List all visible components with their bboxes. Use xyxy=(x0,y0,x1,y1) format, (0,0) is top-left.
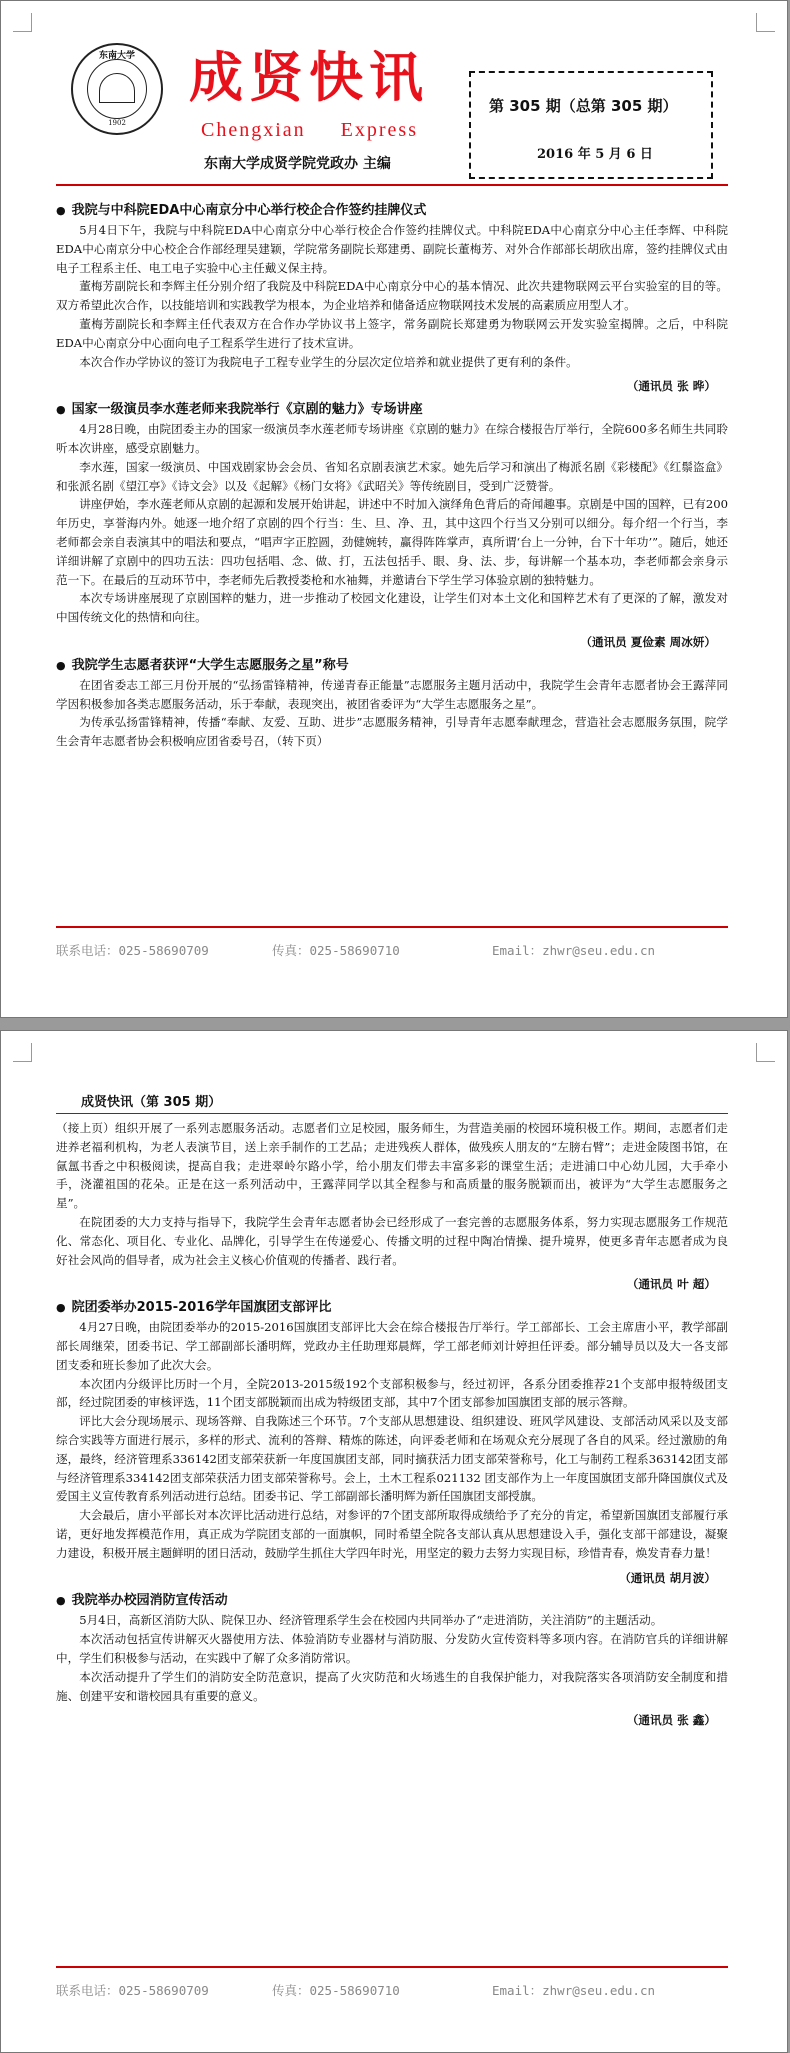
footer-rule xyxy=(56,926,728,928)
masthead-title: 成贤快讯 xyxy=(189,46,429,109)
article-heading: ● 国家一级演员李水莲老师来我院举行《京剧的魅力》专场讲座 xyxy=(56,400,728,420)
paragraph: 李水莲，国家一级演员、中国戏剧家协会会员、省知名京剧表演艺术家。她先后学习和演出了梅派名剧《彩楼配》《红鬃盗盒》和张派名剧《望江亭》《诗文会》以及《起解》《杨门女将》《武昭关》等传统剧目，受到广泛赞誉。 xyxy=(56,459,728,493)
footer-email: Email：zhwr@seu.edu.cn xyxy=(492,1983,656,1998)
footer-email: Email：zhwr@seu.edu.cn xyxy=(492,943,656,958)
header-rule xyxy=(56,184,728,186)
paragraph: 在院团委的大力支持与指导下，我院学生会青年志愿者协会已经形成了一套完善的志愿服务体系，努力实现志愿服务工作规范化、常态化、项目化、专业化、品牌化，引导学生在传递爱心、传播文明的过程中陶冶情操、提升境界，使更多青年志愿者成为良好社会风尚的倡导者，成为社会主义核心价值观的传播者、践行者。 xyxy=(56,1214,728,1267)
paragraph: 4月28日晚，由院团委主办的国家一级演员李水莲老师专场讲座《京剧的魅力》在综合楼报告厅举行，全院600多名师生共同聆听本次讲座，感受京剧魅力。 xyxy=(56,422,728,455)
paragraph: 本次活动包括宣传讲解灭火器使用方法、体验消防专业器材与消防服、分发防火宣传资料等多项内容。在消防官兵的详细讲解中，学生们积极参与活动，在实践中了解了众多消防常识。 xyxy=(56,1632,728,1665)
crop-mark xyxy=(13,13,32,32)
paragraph: 本次合作办学协议的签订为我院电子工程专业学生的分层次定位培养和就业提供了更有利的条件。 xyxy=(79,354,578,369)
issue-date: 2016 年 5 月 6 日 xyxy=(537,147,653,162)
masthead-english: Chengxian Express xyxy=(201,119,418,141)
paragraph: 5月4日下午，我院与中科院EDA中心南京分中心举行校企合作签约挂牌仪式。中科院EDA中心南京分中心主任李辉、中科院EDA中心南京分中心校企合作部经理吴建颖，学院常务副院长郑建勇、副院长董梅芳、对外合作部部长胡欣出席，签约挂牌仪式由电子工程系主任、电工电子实验中心主任戴义保主持。 xyxy=(56,223,728,275)
issue-number: 第 305 期（总第 305 期） xyxy=(489,97,678,115)
seal-year: 1902 xyxy=(108,119,126,127)
article-continuation xyxy=(56,1119,728,1294)
paragraph: 在团省委志工部三月份开展的“弘扬雷锋精神，传递青春正能量”志愿服务主题月活动中，我院学生会青年志愿者协会王露萍同学因积极参加各类志愿服务活动，乐于奉献，表现突出，被团省委评为“大学生志愿服务之星”。 xyxy=(56,677,728,711)
page-1 xyxy=(0,0,788,1018)
article-heading: ● 院团委举办2015-2016学年国旗团支部评比 xyxy=(56,1298,728,1318)
page-2-content xyxy=(56,1119,728,1732)
paragraph: （接上页）组织开展了一系列志愿服务活动。志愿者们立足校园，服务师生，为营造美丽的校园环境积极工作。期间，志愿者们走进养老福利机构，为老人表演节目，送上亲手制作的工艺品；走进残疾人群体，做残疾人朋友的“左膀右臂”；走进金陵图书馆，在氤氲书香之中积极阅读，提高自我；走进翠岭尔路小学，给小朋友们带去丰富多彩的课堂生活；走进浦口中心幼儿园，大手牵小手，浇灌祖国的花朵。正是在这一系列活动中，王露萍同学以其全程参与和高质量的服务脱颖而出，被评为“大学生志愿服务之星”。 xyxy=(56,1121,728,1211)
footer-phone: 联系电话：025-58690709 xyxy=(56,1983,209,1998)
article xyxy=(56,201,728,396)
crop-mark xyxy=(13,1043,32,1062)
paragraph: 本次专场讲座展现了京剧国粹的魅力，进一步推动了校园文化建设，让学生们对本土文化和国粹艺术有了更深的了解，激发对中国传统文化的热情和向往。 xyxy=(56,591,728,625)
reporter-signature: （通讯员 叶 超） xyxy=(626,1277,716,1292)
header-rule xyxy=(56,1113,728,1114)
crop-mark xyxy=(756,13,775,32)
running-header: 成贤快讯（第 305 期） xyxy=(81,1095,222,1110)
seal-text: 东南大学 xyxy=(98,51,135,61)
footer-contact xyxy=(56,1981,726,1999)
footer-contact xyxy=(56,941,726,959)
footer-fax: 传真：025-58690710 xyxy=(272,1983,400,1998)
footer-phone: 联系电话：025-58690709 xyxy=(56,943,209,958)
university-seal-logo xyxy=(71,43,163,135)
article xyxy=(56,1591,728,1730)
page-2 xyxy=(0,1030,788,2053)
footer-fax: 传真：025-58690710 xyxy=(272,943,400,958)
article-heading: ● 我院学生志愿者获评“大学生志愿服务之星”称号 xyxy=(56,656,728,676)
paragraph: 董梅芳副院长和李辉主任代表双方在合作办学协议书上签字，常务副院长郑建勇为物联网云开发实验室揭牌。之后，中科院EDA中心南京分中心面向电子工程系学生进行了技术宣讲。 xyxy=(56,316,728,350)
paragraph: 评比大会分现场展示、现场答辩、自我陈述三个环节。7个支部从思想建设、组织建设、班风学风建设、支部活动风采以及支部综合实践等方面进行展示，多样的形式、流利的答辩、精炼的陈述，向评委老师和在场观众充分展现了各自的风采。经过激励的角逐，最终，经济管理系336142团支部荣获新一年度国旗团支部，同时摘获活力团支部荣誉称号，化工与制药工程系363142团支部与经济管理系334142团支部荣获活力团支部荣誉称号。会上，土木工程系021132 团支部作为上一年度国旗团支部升降国旗仪式及爱国主义宣传教育系列活动进行总结。团委书记、学工部副部长潘明辉为新任国旗团支部授旗。 xyxy=(56,1414,728,1504)
paragraph: 4月27日晚，由院团委举办的2015-2016国旗团支部评比大会在综合楼报告厅举行。学工部部长、工会主席唐小平，教学部副部长周继荣，团委书记、学工部副部长潘明辉，党政办主任助理郑晨辉，学工部老师刘计婷担任评委。部分辅导员以及大一各支部团支委和班长参加了此次大会。 xyxy=(56,1320,728,1372)
paragraph: 5月4日，高新区消防大队、院保卫办、经济管理系学生会在校园内共同举办了“走进消防，关注消防”的主题活动。 xyxy=(79,1613,663,1628)
article-heading: ● 我院举办校园消防宣传活动 xyxy=(56,1591,728,1611)
paragraph: 讲座伊始，李水莲老师从京剧的起源和发展开始讲起，讲述中不时加入演绎角色背后的奇闻趣事。京剧是中国的国粹，已有200年历史，享誉海内外。她逐一地介绍了京剧的四个行当：生、旦、净、丑，其中这四个行当又分别可以细分。每介绍一个行当，李老师都会亲自表演其中的唱法和要点，“唱声字正腔圆，劲健婉转，赢得阵阵掌声，真所谓‘台上一分钟，台下十年功’”。随后，她还详细讲解了京剧中的四功五法：四功包括唱、念、做、打，五法包括手、眼、身、法、步，每讲解一个基本功，李老师都会亲身示范一下。在最后的互动环节中，李老师先后教授娄枪和水袖舞，并邀请台下学生学习体验京剧的独特魅力。 xyxy=(56,497,728,587)
article xyxy=(56,400,728,652)
paragraph: 大会最后，唐小平部长对本次评比活动进行总结，对参评的7个团支部所取得成绩给予了充分的肯定，希望新国旗团支部履行承诺，更好地发挥模范作用，真正成为学院团支部的一面旗帜，同时希望全院各支部认真从思想建设入手，强化支部干部建设，凝聚力建设，积极开展主题鲜明的团日活动，鼓励学生抓住大学四年时光，用坚定的毅力去努力实现目标，珍惜青春，焕发青春力量！ xyxy=(56,1508,728,1560)
reporter-signature: （通讯员 胡月波） xyxy=(619,1570,716,1585)
paragraph: 为传承弘扬雷锋精神，传播“奉献、友爱、互助、进步”志愿服务精神，引导青年志愿奉献理念，营造社会志愿服务氛围，院学生会青年志愿者协会积极响应团省委号召，（转下页） xyxy=(56,715,728,749)
article-heading: ● 我院与中科院EDA中心南京分中心举行校企合作签约挂牌仪式 xyxy=(56,201,728,221)
crop-mark xyxy=(756,1043,775,1062)
article xyxy=(56,656,728,751)
paragraph: 本次团内分级评比历时一个月，全院2013-2015级192个支部积极参与，经过初评，各系分团委推荐21个支部申报特级团支部，经过院团委的审核评选，11个团支部脱颖而出成为特级团支部，其中7个团支部参加国旗团支部的展示答辩。 xyxy=(56,1376,728,1410)
article xyxy=(56,1298,728,1587)
paragraph: 董梅芳副院长和李辉主任分别介绍了我院及中科院EDA中心南京分中心的基本情况、此次共建物联网云平台实验室的目的等。双方希望此次合作，以技能培训和实践教学为根本，为企业培养和储备适应物联网技术发展的高素质应用型人才。 xyxy=(56,279,728,313)
reporter-signature: （通讯员 夏俭素 周冰妍） xyxy=(580,634,716,649)
masthead-editor: 东南大学成贤学院党政办 主编 xyxy=(204,156,391,172)
reporter-signature: （通讯员 张 鑫） xyxy=(626,1713,716,1728)
issue-box xyxy=(469,71,713,179)
footer-rule xyxy=(56,1966,728,1968)
page-1-content xyxy=(56,197,728,751)
reporter-signature: （通讯员 张 晔） xyxy=(626,379,716,394)
paragraph: 本次活动提升了学生们的消防安全防范意识，提高了火灾防范和火场逃生的自我保护能力，对我院落实各项消防安全制度和措施、创建平安和谐校园具有重要的意义。 xyxy=(56,1669,728,1703)
